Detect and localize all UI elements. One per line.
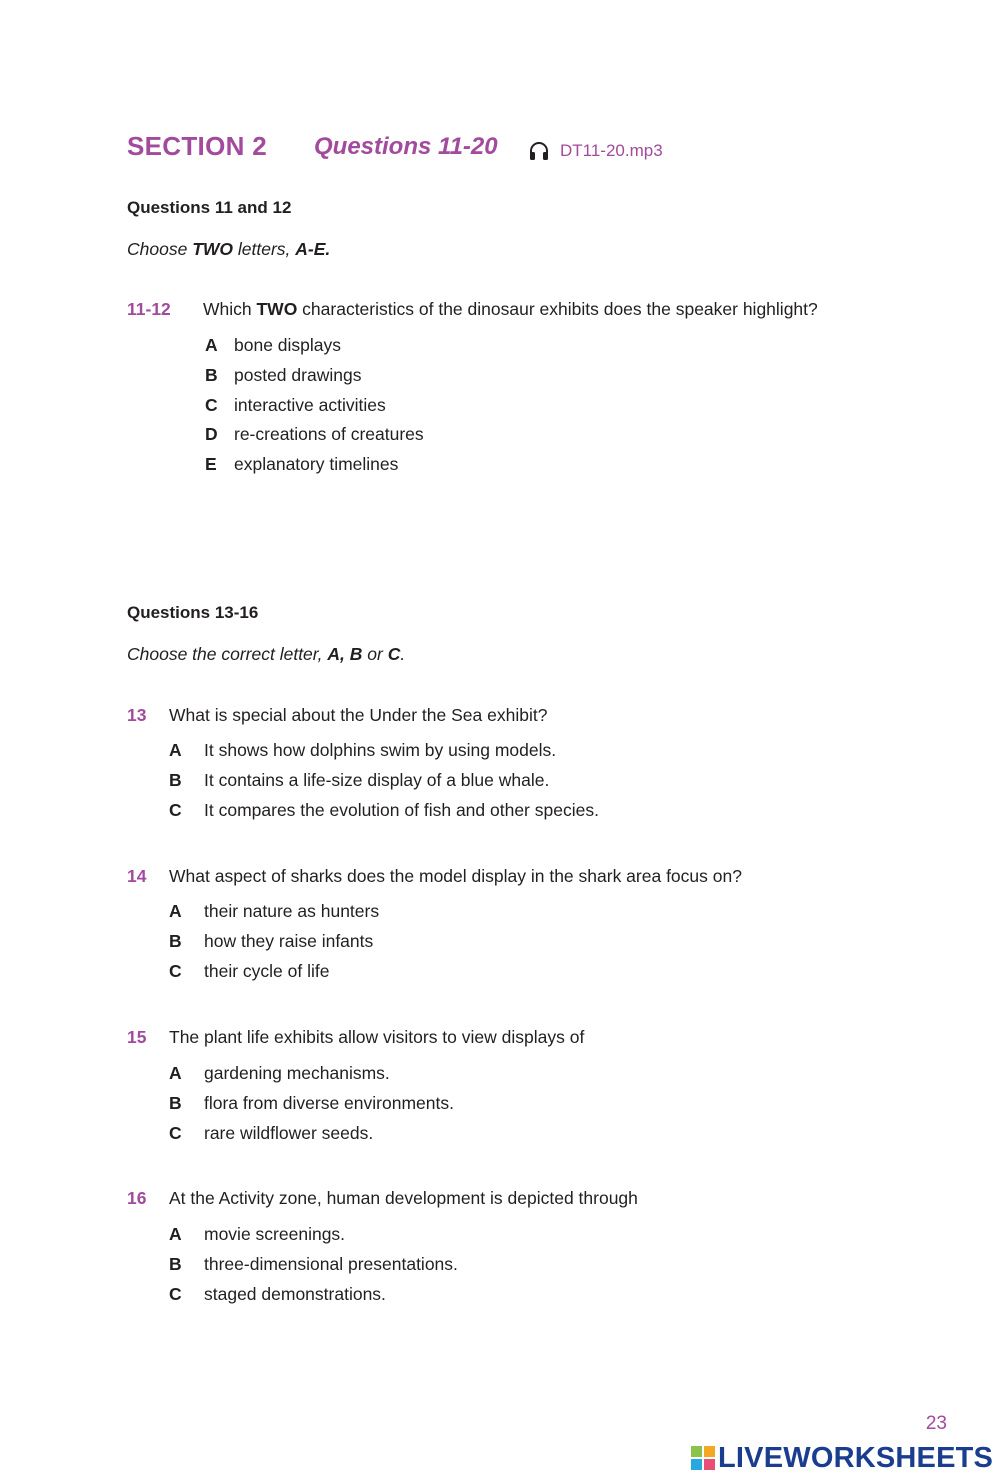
option-letter: C [169, 961, 182, 981]
option-text[interactable]: gardening mechanisms. [204, 1063, 390, 1083]
question-number-11-12: 11-12 [127, 299, 171, 319]
option-letter: D [205, 424, 218, 444]
option-text[interactable]: movie screenings. [204, 1224, 346, 1244]
group-instruction-11-12: Choose TWO letters, A-E. [127, 239, 331, 259]
option-text[interactable]: It contains a life-size display of a blue whale. [204, 770, 550, 790]
brand-name: LIVEWORKSHEETS [718, 1441, 994, 1474]
question-number-14: 14 [127, 866, 147, 886]
option-letter: B [169, 1254, 182, 1274]
section-title: SECTION 2 [127, 131, 267, 161]
option-letter: E [205, 454, 217, 474]
option-text[interactable]: interactive activities [234, 395, 386, 415]
option-text[interactable]: flora from diverse environments. [204, 1093, 454, 1113]
option-text[interactable]: three-dimensional presentations. [204, 1254, 458, 1274]
liveworksheets-logo-icon [690, 1445, 716, 1471]
group-heading-13-16: Questions 13-16 [127, 603, 259, 622]
question-text-14: What aspect of sharks does the model display in the shark area focus on? [169, 866, 742, 886]
option-text[interactable]: re-creations of creatures [234, 424, 424, 444]
option-letter: B [169, 770, 182, 790]
group-heading-11-12: Questions 11 and 12 [127, 198, 292, 217]
page-number: 23 [925, 1413, 947, 1434]
option-letter: A [205, 335, 218, 355]
group-instruction-13-16: Choose the correct letter, A, B or C. [127, 644, 406, 664]
option-letter: A [169, 740, 182, 760]
headphones-icon[interactable] [528, 141, 550, 161]
option-letter: B [169, 1093, 182, 1113]
option-text[interactable]: posted drawings [234, 365, 362, 385]
option-letter: A [169, 1224, 182, 1244]
option-text[interactable]: staged demonstrations. [204, 1284, 386, 1304]
option-letter: C [169, 800, 182, 820]
question-text-15: The plant life exhibits allow visitors to view displays of [169, 1027, 585, 1047]
option-text[interactable]: how they raise infants [204, 931, 374, 951]
option-text[interactable]: It compares the evolution of fish and other species. [204, 800, 599, 820]
option-text[interactable]: bone displays [234, 335, 342, 355]
option-letter: A [169, 1063, 182, 1083]
question-text-11-12: Which TWO characteristics of the dinosaur exhibits does the speaker highlight? [203, 299, 818, 319]
option-letter: B [169, 931, 182, 951]
option-text[interactable]: It shows how dolphins swim by using models. [204, 740, 557, 760]
option-text[interactable]: their nature as hunters [204, 901, 380, 921]
option-text[interactable]: their cycle of life [204, 961, 330, 981]
question-number-13: 13 [127, 705, 147, 725]
option-text[interactable]: rare wildflower seeds. [204, 1123, 374, 1143]
option-letter: B [205, 365, 218, 385]
option-letter: C [169, 1123, 182, 1143]
option-letter: C [205, 395, 218, 415]
liveworksheets-brand[interactable] [690, 1443, 993, 1473]
audio-file-link[interactable]: DT11-20.mp3 [560, 141, 663, 160]
question-text-16: At the Activity zone, human development is depicted through [169, 1188, 638, 1208]
option-letter: C [169, 1284, 182, 1304]
question-text-13: What is special about the Under the Sea exhibit? [169, 705, 548, 725]
question-number-15: 15 [127, 1027, 147, 1047]
option-text[interactable]: explanatory timelines [234, 454, 399, 474]
question-number-16: 16 [127, 1188, 147, 1208]
option-letter: A [169, 901, 182, 921]
questions-range-title: Questions 11-20 [314, 133, 498, 160]
